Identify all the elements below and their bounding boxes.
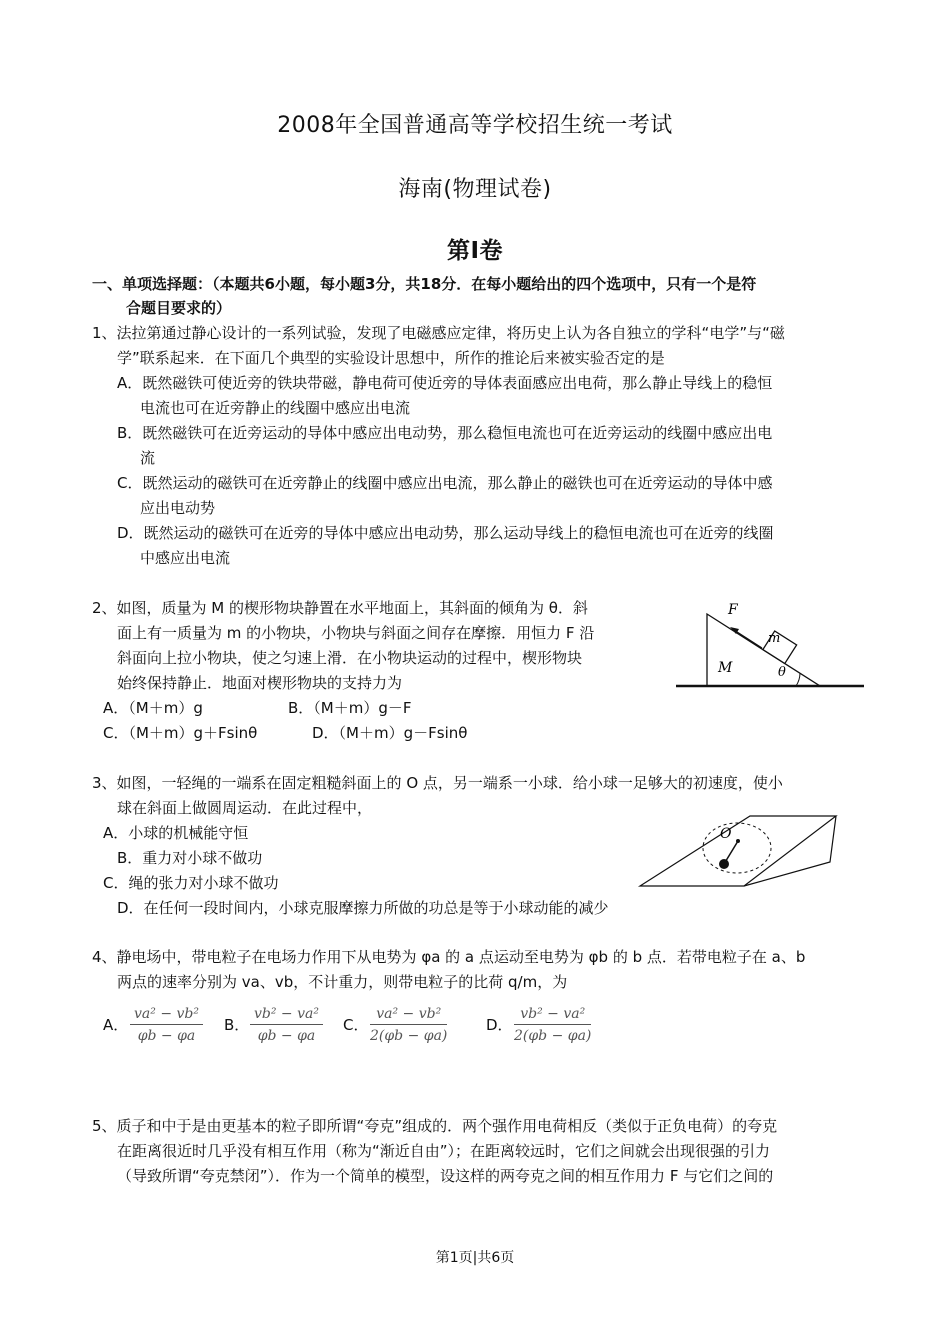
q4-option-a-numerator: va² − vb²	[130, 1006, 203, 1025]
q4-option-c-denominator: 2(φb − φa)	[370, 1028, 448, 1044]
q1-line1: 1、法拉第通过静心设计的一系列试验，发现了电磁感应定律，将历史上认为各自独立的学科“电学”与“磁	[92, 324, 785, 342]
q4-option-d-denominator: 2(φb − φa)	[514, 1028, 592, 1044]
label-m: m	[768, 631, 781, 646]
q4-option-d-label: D．	[486, 1016, 513, 1034]
q4-option-d-fraction	[514, 1006, 591, 1044]
angle-arc	[796, 673, 800, 686]
exam-title: 2008年全国普通高等学校招生统一考试	[277, 113, 673, 138]
exam-subtitle: 海南(物理试卷)	[398, 177, 552, 202]
q4-line1: 4、静电场中，带电粒子在电场力作用下从电势为 φa 的 a 点运动至电势为 φb 的 b 点．若带电粒子在 a、b	[92, 948, 806, 966]
q4-option-a-label: A．	[103, 1016, 129, 1034]
label-F: F	[728, 602, 738, 618]
page-footer: 第1页|共6页	[435, 1250, 515, 1266]
q1-option-c-line1: C．既然运动的磁铁可在近旁静止的线圈中感应出电流，那么静止的磁铁也可在近旁运动的导体中感	[117, 474, 773, 492]
q4-option-c-numerator: va² − vb²	[370, 1006, 447, 1025]
q1-option-b-line2: 流	[140, 449, 156, 467]
q2-line1: 2、如图，质量为 M 的楔形物块静置在水平地面上，其斜面的倾角为 θ．斜	[92, 599, 588, 617]
q5-line1: 5、质子和中于是由更基本的粒子即所谓“夸克”组成的．两个强作用电荷相反（类似于正负电荷）的夸克	[92, 1117, 778, 1135]
q2-option-c: C．（M＋m）g＋Fsinθ	[103, 724, 258, 742]
force-arrow	[734, 630, 762, 648]
circular-path	[703, 823, 771, 873]
label-M: M	[718, 660, 733, 676]
q5-line3: （导致所谓“夸克禁闭”）．作为一个简单的模型，设这样的两夸克之间的相互作用力 F 与它们之间的	[117, 1167, 774, 1185]
q1-option-d-line2: 中感应出电流	[140, 549, 231, 567]
incline-top	[640, 816, 836, 886]
q2-option-a: A．（M＋m）g	[103, 699, 203, 717]
q1-option-c-line2: 应出电动势	[140, 499, 216, 517]
q3-option-c: C．绳的张力对小球不做功	[103, 874, 279, 892]
q4-option-b-label: B．	[224, 1016, 250, 1034]
q3-option-d: D．在任何一段时间内，小球克服摩擦力所做的功总是等于小球动能的减少	[117, 899, 609, 917]
label-O: O	[720, 826, 732, 842]
q4-option-c-fraction	[370, 1006, 447, 1044]
ball	[719, 859, 729, 869]
section-heading-line1: 一、单项选择题：（本题共6小题，每小题3分，共18分．在每小题给出的四个选项中，只有一个是符	[92, 275, 757, 293]
q4-option-c-label: C．	[343, 1016, 369, 1034]
q3-option-b: B．重力对小球不做功	[117, 849, 263, 867]
q4-line2: 两点的速率分别为 va、vb，不计重力，则带电粒子的比荷 q/m，为	[117, 973, 568, 991]
q2-line3: 斜面向上拉小物块，使之匀速上滑．在小物块运动的过程中，楔形物块	[117, 649, 583, 667]
q2-line4: 始终保持静止．地面对楔形物块的支持力为	[117, 674, 403, 692]
q3-option-a: A．小球的机械能守恒	[103, 824, 249, 842]
q2-line2: 面上有一质量为 m 的小物块，小物块与斜面之间存在摩擦．用恒力 F 沿	[117, 624, 595, 642]
q3-line2: 球在斜面上做圆周运动．在此过程中，	[117, 799, 373, 817]
q1-option-a-line2: 电流也可在近旁静止的线圈中感应出电流	[140, 399, 411, 417]
q3-line1: 3、如图，一轻绳的一端系在固定粗糙斜面上的 O 点，另一端系一小球．给小球一足够大的初速度，使小	[92, 774, 783, 792]
q4-option-b-denominator: φb − φa	[257, 1028, 316, 1044]
volume-heading: 第I卷	[446, 238, 504, 264]
incline-figure	[636, 800, 846, 894]
q4-option-d-numerator: vb² − va²	[514, 1006, 591, 1025]
point-O	[736, 839, 740, 843]
q4-option-a-denominator: φb − φa	[137, 1028, 196, 1044]
q1-option-d-line1: D．既然运动的磁铁可在近旁的导体中感应出电动势，那么运动导线上的稳恒电流也可在近旁的线圈	[117, 524, 774, 542]
q5-line2: 在距离很近时几乎没有相互作用（称为“渐近自由”）；在距离较远时，它们之间就会出现很强的引力	[117, 1142, 771, 1160]
q1-option-b-line1: B．既然磁铁可在近旁运动的导体中感应出电动势，那么稳恒电流也可在近旁运动的线圈中感应出电	[117, 424, 773, 442]
section-heading-line2: 合题目要求的）	[126, 299, 232, 317]
label-theta: θ	[778, 665, 786, 680]
q2-option-d: D．（M＋m）g－Fsinθ	[312, 724, 468, 742]
q4-option-b-numerator: vb² − va²	[250, 1006, 323, 1025]
q4-option-a-fraction	[130, 1006, 203, 1044]
q1-line2: 学”联系起来．在下面几个典型的实验设计思想中，所作的推论后来被实验否定的是	[117, 349, 665, 367]
q1-option-a-line1: A．既然磁铁可使近旁的铁块带磁，静电荷可使近旁的导体表面感应出电荷，那么静止导线上的稳恒	[117, 374, 773, 392]
section-heading	[92, 272, 862, 320]
q2-option-b: B．（M＋m）g－F	[288, 699, 412, 717]
wedge-figure	[670, 596, 870, 696]
q4-option-b-fraction	[250, 1006, 323, 1044]
